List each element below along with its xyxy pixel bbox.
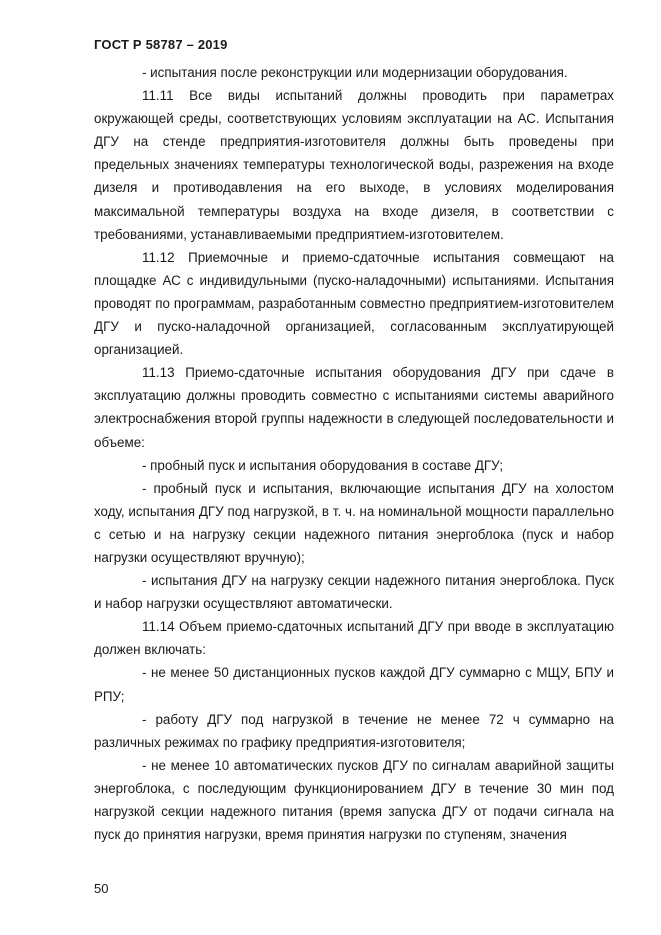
paragraph-11-11: 11.11 Все виды испытаний должны проводить при параметрах окружающей среды, соответствующих условиям эксплуатации на АС. Испытания ДГУ на стенде предприятия-изготовителя должны быть проведены при предельных значениях температуры технологической воды, разрежения на входе дизеля и противодавления на его выходе, в условиях моделирования максимальной температуры воздуха на входе дизеля, в соответствии с требованиями, устанавливаемыми предприятием-изготовителем.: [94, 88, 614, 242]
document-header: ГОСТ Р 58787 – 2019: [94, 37, 228, 52]
paragraph-11-12: 11.12 Приемочные и приемо-сдаточные испытания совмещают на площадке АС с индивидульными (пуско-наладочными) испытаниями. Испытания проводят по программам, разработанным совместно предприятием-изготовителем ДГУ и пуско-наладочной организацией, согласованным эксплуатирующей организацией.: [94, 249, 614, 358]
page-number: 50: [94, 881, 109, 896]
paragraph-list-item: - испытания после реконструкции или модернизации оборудования.: [142, 65, 568, 80]
paragraph-11-13: 11.13 Приемо-сдаточные испытания оборудования ДГУ при сдаче в эксплуатацию должны проводить совместно с испытаниями системы аварийного электроснабжения второй группы надежности в следующей последовательности и объеме:: [94, 365, 614, 450]
paragraph-list-item: - не менее 50 дистанционных пусков каждой ДГУ суммарно с МЩУ, БПУ и РПУ;: [94, 665, 614, 704]
paragraph-11-14: 11.14 Объем приемо-сдаточных испытаний ДГУ при вводе в эксплуатацию должен включать:: [94, 619, 614, 658]
document-body: [94, 61, 614, 846]
paragraph-list-item: - пробный пуск и испытания оборудования в составе ДГУ;: [142, 457, 504, 473]
paragraph-list-item: - пробный пуск и испытания, включающие испытания ДГУ на холостом ходу, испытания ДГУ под нагрузкой, в т. ч. на номинальной мощности параллельно с сетью и на нагрузку секции надежного питания энергоблока (пуск и набор нагрузки осуществляют вручную);: [94, 480, 614, 565]
paragraph-list-item: - не менее 10 автоматических пусков ДГУ по сигналам аварийной защиты энергоблока, с последующим функционированием ДГУ в течение 30 мин под нагрузкой секции надежного питания (время запуска ДГУ от подачи сигнала на пуск до принятия нагрузки, время принятия нагрузки по ступеням, значения: [94, 757, 614, 843]
paragraph-list-item: - испытания ДГУ на нагрузку секции надежного питания энергоблока. Пуск и набор нагрузки осуществляют автоматически.: [94, 573, 614, 612]
paragraph-list-item: - работу ДГУ под нагрузкой в течение не менее 72 ч суммарно на различных режимах по графику предприятия-изготовителя;: [94, 711, 614, 750]
